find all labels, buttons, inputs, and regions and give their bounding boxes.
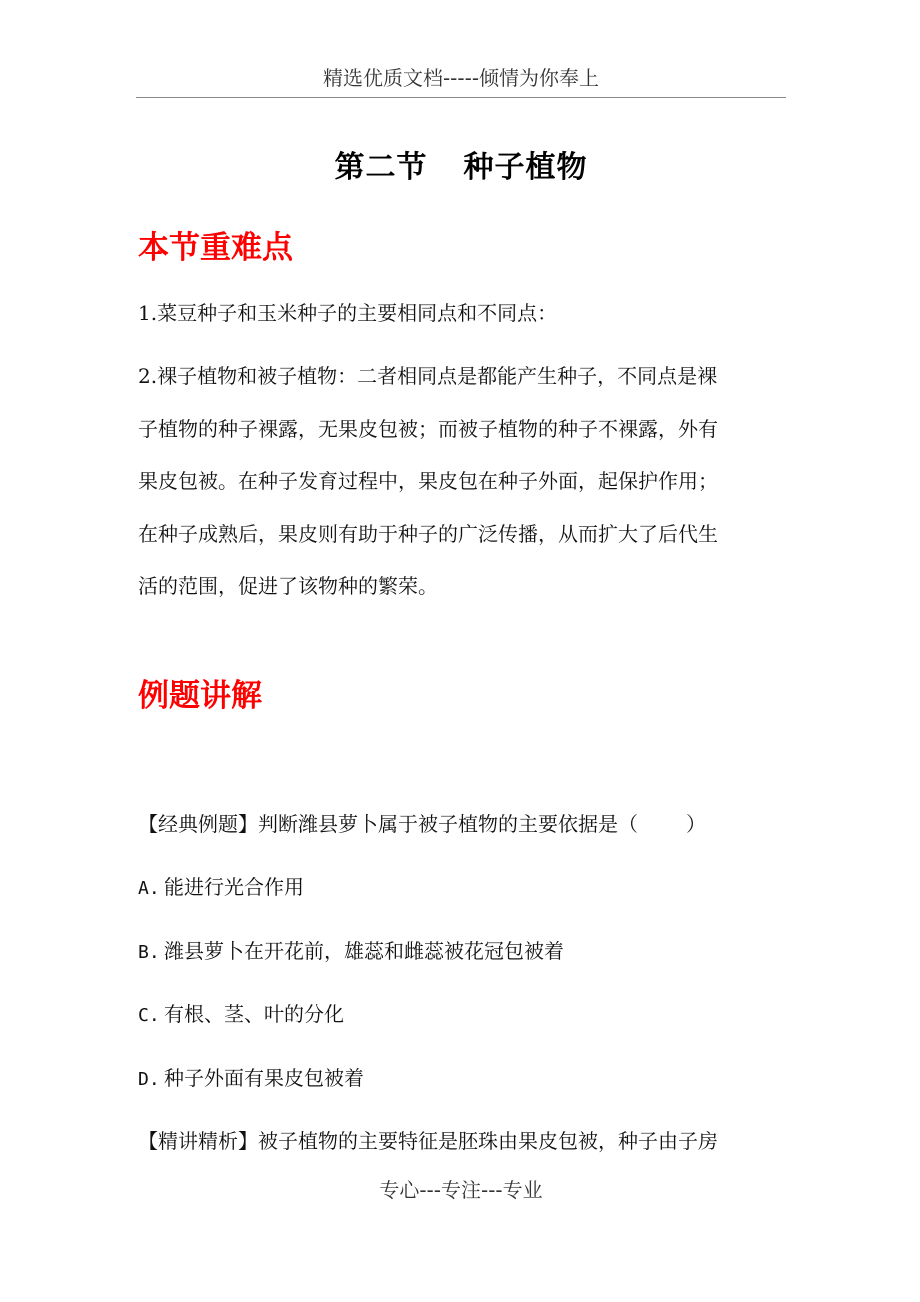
- option-b-letter: B.: [138, 942, 160, 963]
- title-topic: 种子植物: [463, 150, 588, 185]
- examples-heading: 例题讲解: [138, 678, 262, 714]
- option-d: [138, 1064, 364, 1094]
- question-text: 判断潍县萝卜属于被子植物的主要依据是（: [258, 812, 638, 836]
- document-title: [136, 148, 786, 188]
- key-point-2-line-1: 2.裸子植物和被子植物：二者相同点是都能产生种子，不同点是裸: [138, 364, 718, 388]
- analysis-text: 被子植物的主要特征是胚珠由果皮包被，种子由子房: [258, 1129, 718, 1153]
- key-point-2: [138, 350, 778, 613]
- header-divider: [136, 97, 786, 98]
- question-label: 【经典例题】: [138, 812, 258, 836]
- option-a-text: 能进行光合作用: [164, 875, 304, 899]
- question-close-paren: ）: [686, 812, 706, 836]
- key-point-1: [138, 287, 778, 340]
- example-question: [138, 810, 706, 838]
- key-point-2-line-4: 在种子成熟后，果皮则有助于种子的广泛传播，从而扩大了后代生: [138, 521, 718, 546]
- analysis-label: 【精讲精析】: [138, 1129, 258, 1153]
- option-a-letter: A.: [138, 878, 160, 899]
- key-point-2-line-3: 果皮包被。在种子发育过程中，果皮包在种子外面，起保护作用；: [138, 469, 718, 493]
- key-point-2-line-2: 子植物的种子裸露，无果皮包被；而被子植物的种子不裸露，外有: [138, 416, 718, 441]
- option-a: [138, 873, 304, 903]
- option-c: [138, 1000, 344, 1030]
- page-footer: 专心---专注---专业: [379, 1178, 543, 1202]
- key-points-heading: 本节重难点: [138, 230, 293, 266]
- option-c-letter: C.: [138, 1005, 160, 1026]
- key-point-2-line-5: 活的范围，促进了该物种的繁荣。: [138, 574, 438, 598]
- option-d-letter: D.: [138, 1069, 160, 1090]
- analysis: [138, 1127, 718, 1155]
- key-point-1-text: 1.菜豆种子和玉米种子的主要相同点和不同点：: [138, 301, 558, 325]
- option-c-text: 有根、茎、叶的分化: [164, 1002, 344, 1026]
- option-b: [138, 937, 564, 967]
- title-section-number: 第二节: [334, 150, 428, 185]
- page-header: 精选优质文档-----倾情为你奉上: [322, 66, 600, 90]
- option-d-text: 种子外面有果皮包被着: [164, 1066, 364, 1090]
- option-b-text: 潍县萝卜在开花前，雄蕊和雌蕊被花冠包被着: [164, 939, 564, 963]
